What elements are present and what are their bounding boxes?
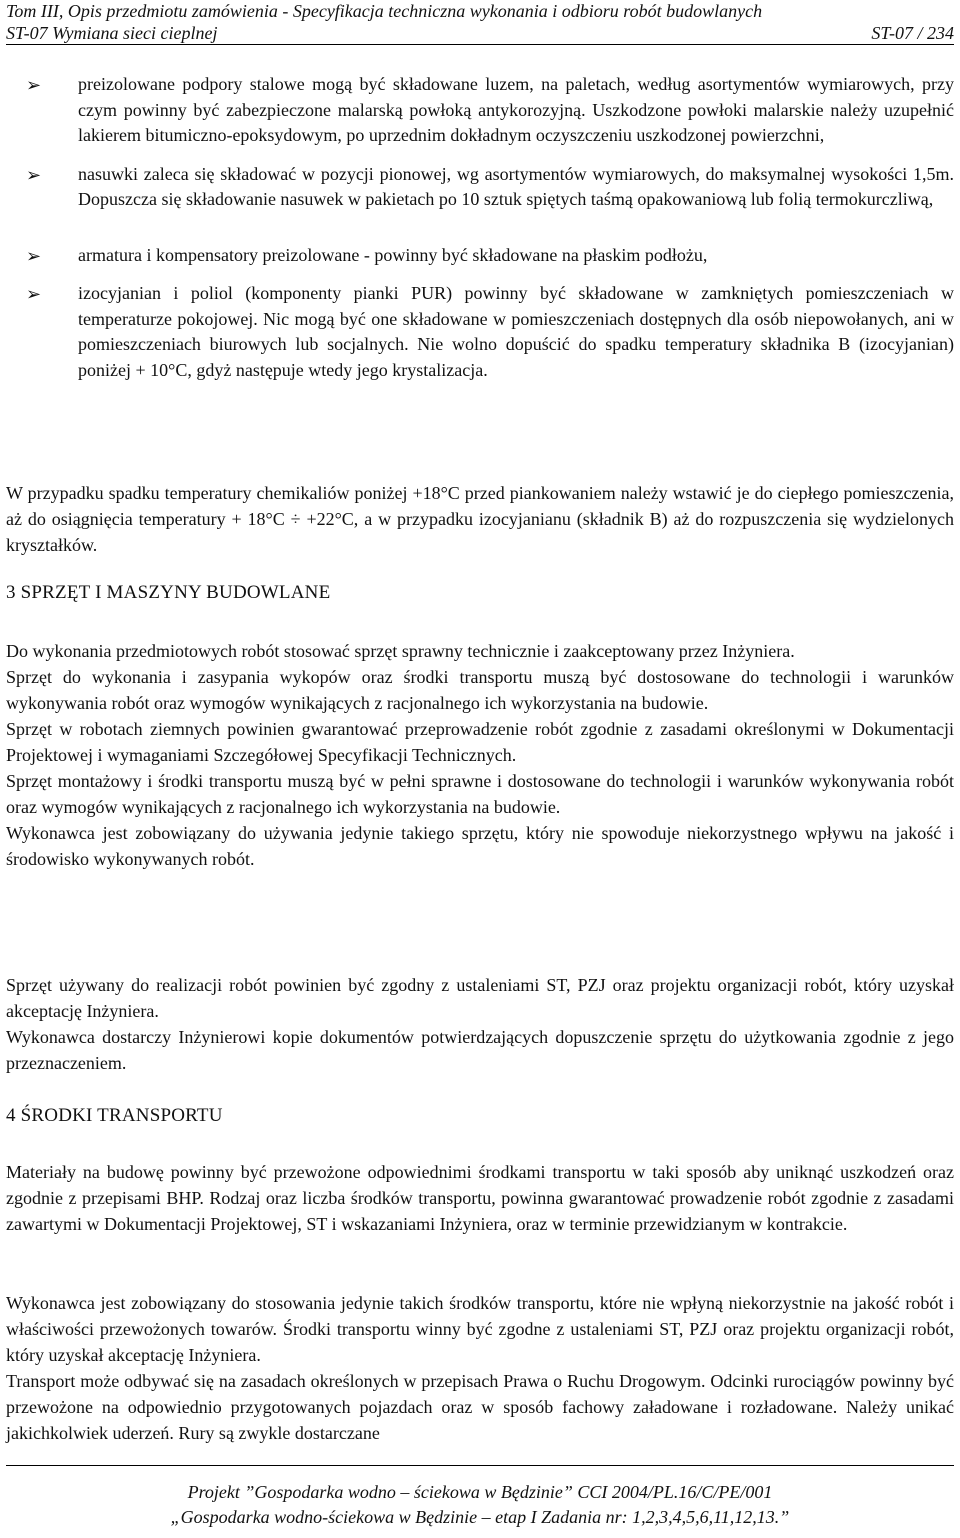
paragraph-text: Do wykonania przedmiotowych robót stosować sprzęt sprawny technicznie i zaakceptowany przez Inżyniera. (6, 641, 795, 661)
section-3-body (6, 638, 954, 872)
section-3-body-continued (6, 972, 954, 1076)
bullet-text: preizolowane podpory stalowe mogą być składowane luzem, na paletach, według asortymentów wymiarowych, przy czym powinny być zabezpieczone malarską powłoką antykorozyjną. Uszkodzone powłoki malarskie należy uzupełnić lakierem bitumiczno-epoksydowym, po uprzednim dokładnym oczyszczeniu uszkodzonej powierzchni, (78, 74, 954, 145)
section-4-heading: 4 ŚRODKI TRANSPORTU (6, 1105, 223, 1126)
paragraph-text: Sprzęt używany do realizacji robót powinien być zgodny z ustaleniami ST, PZJ oraz projektu organizacji robót, który uzyskał akceptację Inżyniera. (6, 975, 954, 1021)
arrow-bullet-icon (26, 163, 41, 189)
paragraph-text: Wykonawca dostarczy Inżynierowi kopie dokumentów potwierdzających dopuszczenie sprzętu do użytkowania zgodnie z jego przeznaczeniem. (6, 1027, 954, 1073)
section-4-paragraph (6, 1159, 954, 1237)
paragraph-text: Sprzęt do wykonania i zasypania wykopów oraz środki transportu muszą być dostosowane do technologii i warunków wykonywania robót oraz wymogów wynikających z racjonalnego ich wykorzystania na budowie. (6, 667, 954, 713)
paragraph-text: W przypadku spadku temperatury chemikaliów poniżej +18°C przed piankowaniem należy wstawić je do ciepłego pomieszczenia, aż do osiągnięcia temperatury + 18°C ÷ +22°C, a w przypadku izocyjanianu (składnik B) aż do rozpuszczenia się wydzielonych kryształków. (6, 483, 954, 555)
bullet-text: nasuwki zaleca się składować w pozycji pionowej, wg asortymentów wymiarowych, do maksymalnej wysokości 1,5m. Dopuszcza się składowanie nasuwek w pakietach po 10 sztuk spiętych taśmą opakowaniową lub folią termokurczliwą, (78, 163, 954, 209)
temperature-paragraph (6, 480, 954, 558)
arrow-bullet-icon (26, 282, 41, 308)
footer-task-line: „Gospodarka wodno-ściekowa w Będzinie – etap I Zadania nr: 1,2,3,4,5,6,11,12,13.” (170, 1507, 790, 1527)
page-header (6, 0, 954, 45)
bullet-item (0, 72, 960, 149)
paragraph-text: Wykonawca jest zobowiązany do stosowania jedynie takich środków transportu, które nie wpłyną niekorzystnie na jakość robót i właściwości przewożonych towarów. Środki transportu winny być zgodne z ustaleniami ST, PZJ oraz projektu organizacji robót, który uzyskał akceptację Inżyniera. (6, 1293, 954, 1365)
header-section-row (6, 22, 954, 45)
paragraph-text: Sprzęt w robotach ziemnych powinien gwarantować przeprowadzenie robót zgodnie z zasadami określonymi w Dokumentacji Projektowej i wymaganiami Szczegółowej Specyfikacji Technicznych. (6, 719, 954, 765)
section-3-heading: 3 SPRZĘT I MASZYNY BUDOWLANE (6, 582, 331, 603)
arrow-bullet-icon (26, 73, 41, 99)
storage-bullet-list (0, 72, 960, 396)
section-4-paragraph (6, 1290, 954, 1446)
bullet-item (0, 243, 960, 269)
arrow-bullet-icon (26, 244, 41, 270)
header-title: Tom III, Opis przedmiotu zamówienia - Specyfikacja techniczna wykonania i odbioru robót budowlanych (6, 1, 763, 21)
header-page-number: ST-07 / 234 (871, 23, 954, 43)
header-section: ST-07 Wymiana sieci cieplnej (6, 23, 218, 43)
bullet-item (0, 162, 960, 213)
page-footer (6, 1465, 954, 1530)
paragraph-text: Wykonawca jest zobowiązany do używania jedynie takiego sprzętu, który nie spowoduje niekorzystnego wpływu na jakość i środowisko wykonywanych robót. (6, 823, 954, 869)
paragraph-text: Transport może odbywać się na zasadach określonych w przepisach Prawa o Ruchu Drogowym. Odcinki rurociągów powinny być przewożone na odpowiednio przygotowanych pojazdach oraz w sposób fachowy załadowane i rozładowane. Należy unikać jakichkolwiek uderzeń. Rury są zwykle dostarczane (6, 1371, 954, 1443)
paragraph-text: Materiały na budowę powinny być przewożone odpowiednimi środkami transportu w taki sposób aby uniknąć uszkodzeń oraz zgodnie z przepisami BHP. Rodzaj oraz liczba środków transportu, powinna gwarantować prowadzenie robót zgodnie z zasadami zawartymi w Dokumentacji Projektowej, ST i wskazaniami Inżyniera, oraz w terminie przewidzianym w kontrakcie. (6, 1162, 954, 1234)
paragraph-text: Sprzęt montażowy i środki transportu muszą być w pełni sprawne i dostosowane do technologii i warunków wykonywania robót oraz wymogów wynikających z racjonalnego ich wykorzystania na budowie. (6, 771, 954, 817)
bullet-text: armatura i kompensatory preizolowane - powinny być składowane na płaskim podłożu, (78, 244, 708, 265)
footer-project-line: Projekt ”Gospodarka wodno – ściekowa w Będzinie” CCI 2004/PL.16/C/PE/001 (187, 1482, 773, 1502)
bullet-item (0, 281, 960, 383)
bullet-text: izocyjanian i poliol (komponenty pianki PUR) powinny być składowane w zamkniętych pomieszczeniach w temperaturze pokojowej. Nic mogą być one składowane w pomieszczeniach dostępnych dla osób niepowołanych, ani w pomieszczeniach biurowych lub socjalnych. Nie wolno dopuścić do spadku temperatury składnika B (izocyjanian) poniżej + 10°C, gdyż następuje wtedy jego krystalizacja. (78, 283, 954, 380)
